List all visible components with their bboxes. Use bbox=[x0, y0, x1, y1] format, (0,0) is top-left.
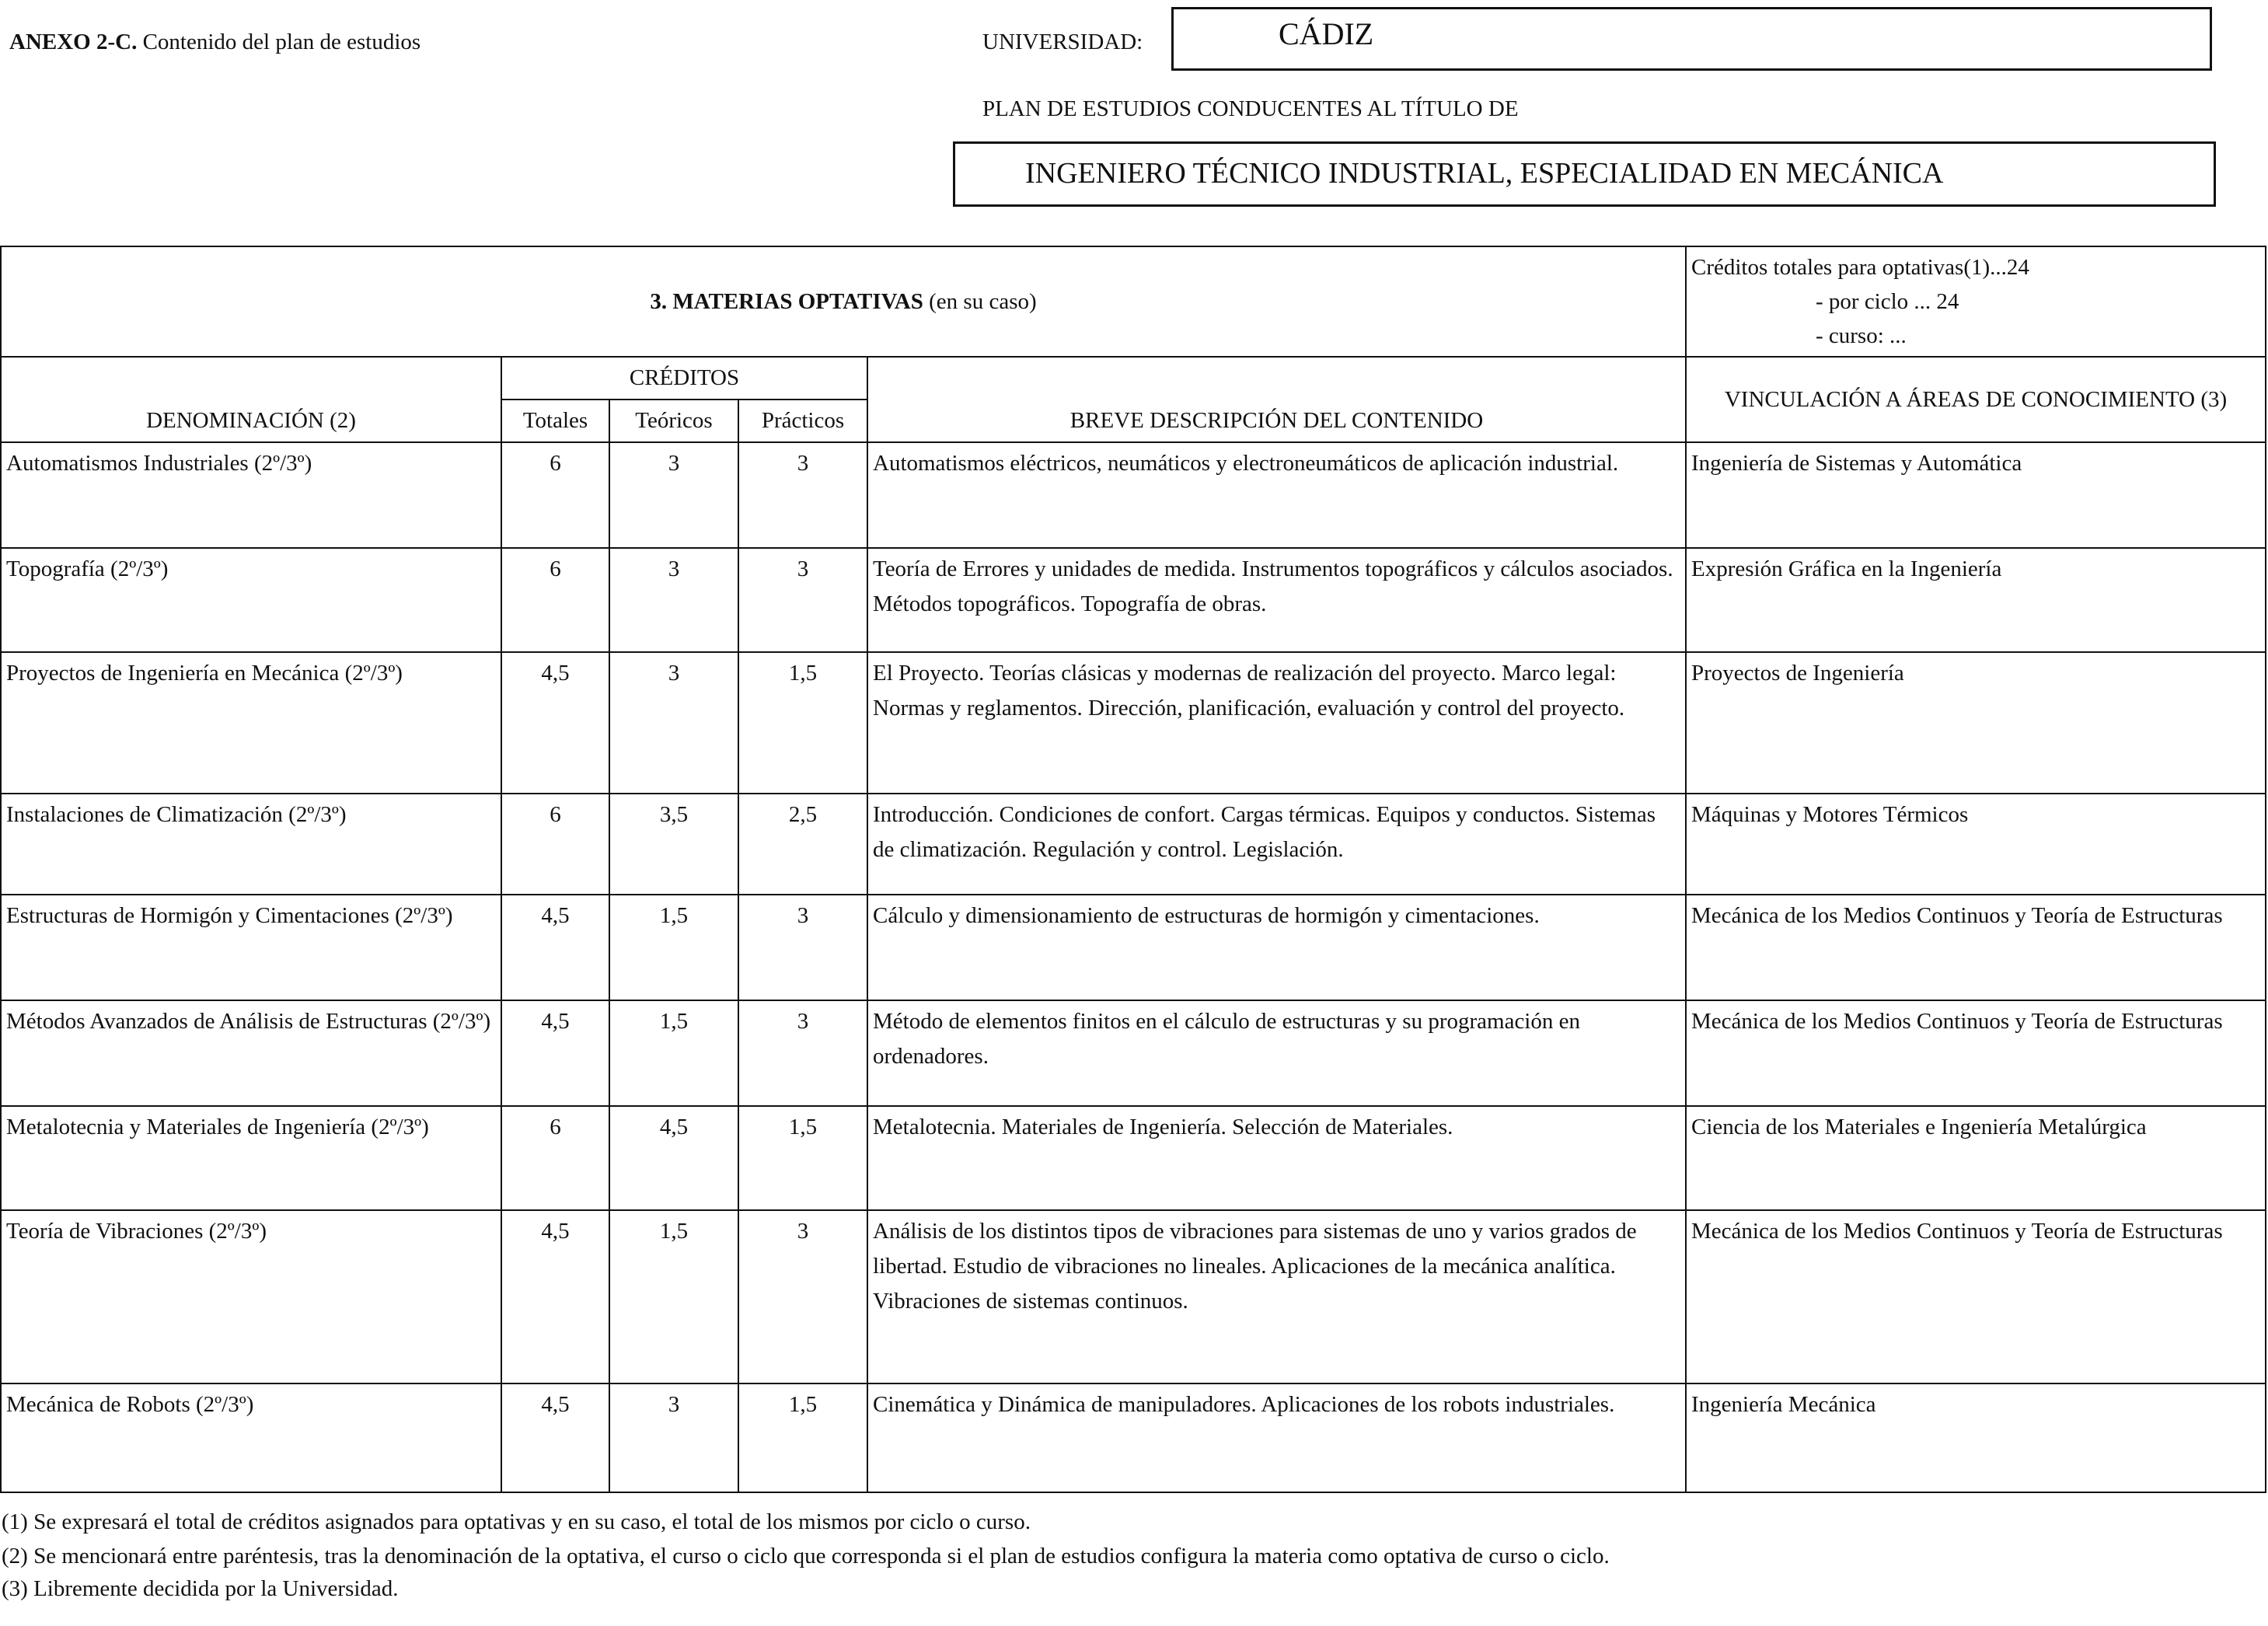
university-box bbox=[1171, 7, 2212, 71]
degree-title: INGENIERO TÉCNICO INDUSTRIAL, ESPECIALIDAD EN MECÁNICA bbox=[1025, 157, 1944, 190]
subject-name: Topografía (2º/3º) bbox=[1, 548, 501, 652]
subject-name: Automatismos Industriales (2º/3º) bbox=[1, 442, 501, 548]
credits-total: 4,5 bbox=[501, 1210, 609, 1383]
table-row bbox=[1, 895, 2266, 1000]
table-row bbox=[1, 1383, 2266, 1492]
header-denominacion: DENOMINACIÓN (2) bbox=[1, 357, 501, 442]
knowledge-area: Mecánica de los Medios Continuos y Teoría de Estructuras bbox=[1686, 1210, 2266, 1383]
subject-description: Introducción. Condiciones de confort. Cargas térmicas. Equipos y conductos. Sistemas de climatización. Regulación y control. Legislación. bbox=[867, 794, 1686, 895]
credits-theory: 3 bbox=[609, 1383, 738, 1492]
credits-theory: 3,5 bbox=[609, 794, 738, 895]
header-vinculacion: VINCULACIÓN A ÁREAS DE CONOCIMIENTO (3) bbox=[1686, 357, 2266, 442]
header-creditos: CRÉDITOS bbox=[501, 357, 867, 400]
subject-description: Análisis de los distintos tipos de vibraciones para sistemas de uno y varios grados de libertad. Estudio de vibraciones no lineales. Aplicaciones de la mecánica analítica. Vibraciones de sistemas continuos. bbox=[867, 1210, 1686, 1383]
university-name: CÁDIZ bbox=[1279, 16, 1374, 51]
footnote-1: (1) Se expresará el total de créditos asignados para optativas y en su caso, el total de los mismos por ciclo o curso. bbox=[2, 1509, 1031, 1534]
knowledge-area: Máquinas y Motores Térmicos bbox=[1686, 794, 2266, 895]
knowledge-area: Expresión Gráfica en la Ingeniería bbox=[1686, 548, 2266, 652]
credits-total: 6 bbox=[501, 548, 609, 652]
header-practicos: Prácticos bbox=[738, 400, 867, 442]
header-descripcion: BREVE DESCRIPCIÓN DEL CONTENIDO bbox=[867, 357, 1686, 442]
table-row bbox=[1, 442, 2266, 548]
section-title bbox=[1, 246, 1686, 357]
footnote-3: (3) Libremente decidida por la Universidad. bbox=[2, 1576, 399, 1601]
knowledge-area: Mecánica de los Medios Continuos y Teoría de Estructuras bbox=[1686, 895, 2266, 1000]
degree-title-box bbox=[953, 141, 2216, 207]
credits-practice: 3 bbox=[738, 895, 867, 1000]
table-row bbox=[1, 548, 2266, 652]
credits-theory: 3 bbox=[609, 652, 738, 794]
credits-practice: 3 bbox=[738, 442, 867, 548]
credits-theory: 3 bbox=[609, 442, 738, 548]
credits-theory: 1,5 bbox=[609, 1210, 738, 1383]
knowledge-area: Mecánica de los Medios Continuos y Teoría de Estructuras bbox=[1686, 1000, 2266, 1106]
knowledge-area: Ciencia de los Materiales e Ingeniería Metalúrgica bbox=[1686, 1106, 2266, 1210]
subject-description: El Proyecto. Teorías clásicas y modernas de realización del proyecto. Marco legal: Normas y reglamentos. Dirección, planificación, evaluación y control del proyecto. bbox=[867, 652, 1686, 794]
footnote-2: (2) Se mencionará entre paréntesis, tras la denominación de la optativa, el curso o ciclo que corresponda si el plan de estudios configura la materia como optativa de curso o ciclo. bbox=[2, 1544, 1610, 1568]
subject-description: Teoría de Errores y unidades de medida. Instrumentos topográficos y cálculos asociados. Métodos topográficos. Topografía de obras. bbox=[867, 548, 1686, 652]
section-title-bold: 3. MATERIAS OPTATIVAS bbox=[650, 288, 923, 314]
subject-name: Teoría de Vibraciones (2º/3º) bbox=[1, 1210, 501, 1383]
credits-total: 4,5 bbox=[501, 1383, 609, 1492]
credits-practice: 3 bbox=[738, 1000, 867, 1106]
credits-theory: 4,5 bbox=[609, 1106, 738, 1210]
subject-name: Mecánica de Robots (2º/3º) bbox=[1, 1383, 501, 1492]
credits-practice: 1,5 bbox=[738, 1383, 867, 1492]
credits-total: 4,5 bbox=[501, 895, 609, 1000]
credit-totals bbox=[1686, 246, 2266, 357]
credits-theory: 3 bbox=[609, 548, 738, 652]
credits-total: 4,5 bbox=[501, 1000, 609, 1106]
section-title-rest: (en su caso) bbox=[923, 288, 1037, 314]
knowledge-area: Proyectos de Ingeniería bbox=[1686, 652, 2266, 794]
table-row bbox=[1, 1106, 2266, 1210]
table-row bbox=[1, 794, 2266, 895]
credits-total: 6 bbox=[501, 1106, 609, 1210]
total-credits: Créditos totales para optativas(1)...24 bbox=[1691, 255, 2029, 280]
subject-name: Estructuras de Hormigón y Cimentaciones (2º/3º) bbox=[1, 895, 501, 1000]
table-row bbox=[1, 1210, 2266, 1383]
credits-theory: 1,5 bbox=[609, 1000, 738, 1106]
credits-total: 4,5 bbox=[501, 652, 609, 794]
knowledge-area: Ingeniería de Sistemas y Automática bbox=[1686, 442, 2266, 548]
credits-practice: 2,5 bbox=[738, 794, 867, 895]
annex-heading bbox=[9, 30, 420, 55]
subject-name: Proyectos de Ingeniería en Mecánica (2º/3º) bbox=[1, 652, 501, 794]
knowledge-area: Ingeniería Mecánica bbox=[1686, 1383, 2266, 1492]
credits-practice: 1,5 bbox=[738, 652, 867, 794]
credits-per-course: - curso: ... bbox=[1816, 323, 1907, 348]
credits-total: 6 bbox=[501, 442, 609, 548]
annex-number: ANEXO 2-C. bbox=[9, 30, 138, 54]
subject-description: Método de elementos finitos en el cálculo de estructuras y su programación en ordenadores. bbox=[867, 1000, 1686, 1106]
credits-practice: 1,5 bbox=[738, 1106, 867, 1210]
table-row bbox=[1, 652, 2266, 794]
credits-per-cycle: - por ciclo ... 24 bbox=[1816, 289, 1959, 314]
university-label: UNIVERSIDAD: bbox=[982, 30, 1143, 54]
optional-subjects-table bbox=[0, 246, 2266, 1493]
subject-description: Cinemática y Dinámica de manipuladores. Aplicaciones de los robots industriales. bbox=[867, 1383, 1686, 1492]
annex-description: Contenido del plan de estudios bbox=[137, 30, 421, 54]
subject-description: Automatismos eléctricos, neumáticos y electroneumáticos de aplicación industrial. bbox=[867, 442, 1686, 548]
credits-practice: 3 bbox=[738, 1210, 867, 1383]
subject-name: Métodos Avanzados de Análisis de Estructuras (2º/3º) bbox=[1, 1000, 501, 1106]
subject-description: Cálculo y dimensionamiento de estructuras de hormigón y cimentaciones. bbox=[867, 895, 1686, 1000]
subject-name: Metalotecnia y Materiales de Ingeniería (2º/3º) bbox=[1, 1106, 501, 1210]
plan-label: PLAN DE ESTUDIOS CONDUCENTES AL TÍTULO DE bbox=[982, 96, 1519, 121]
credits-theory: 1,5 bbox=[609, 895, 738, 1000]
header-teoricos: Teóricos bbox=[609, 400, 738, 442]
subject-name: Instalaciones de Climatización (2º/3º) bbox=[1, 794, 501, 895]
header-totales: Totales bbox=[501, 400, 609, 442]
table-row bbox=[1, 1000, 2266, 1106]
subject-description: Metalotecnia. Materiales de Ingeniería. Selección de Materiales. bbox=[867, 1106, 1686, 1210]
credits-practice: 3 bbox=[738, 548, 867, 652]
credits-total: 6 bbox=[501, 794, 609, 895]
